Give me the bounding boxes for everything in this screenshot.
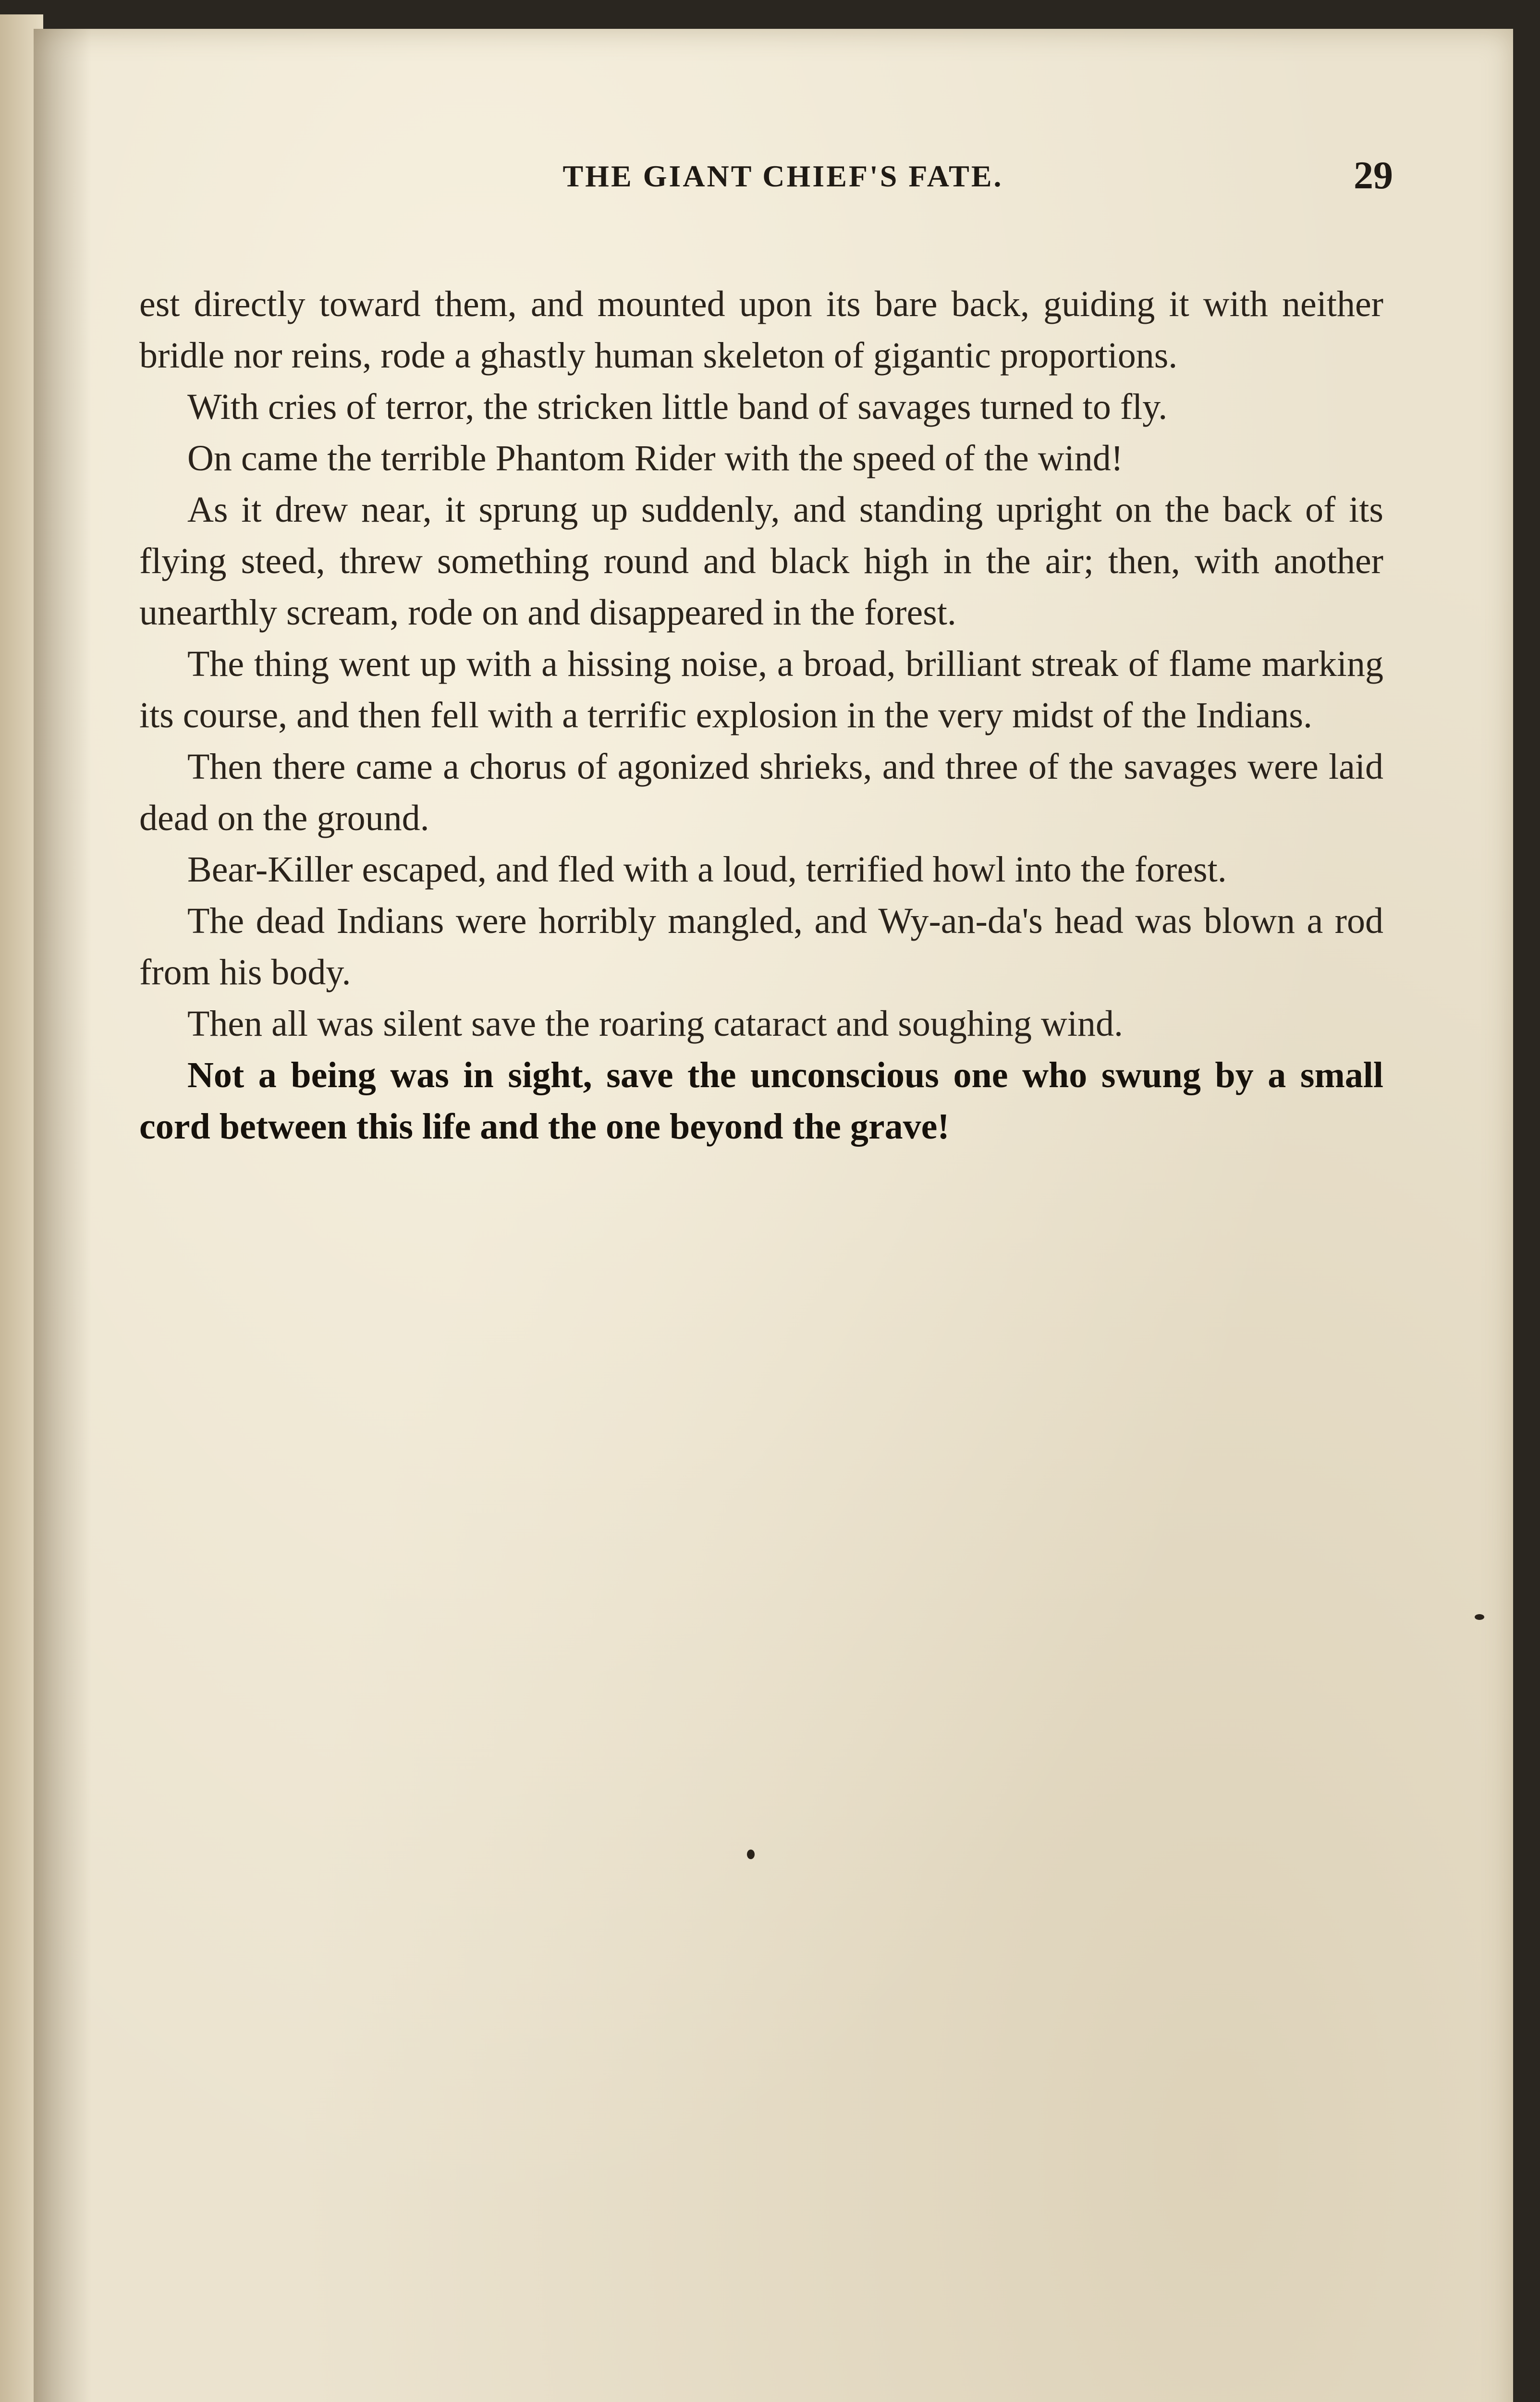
paragraph: est directly toward them, and mounted upon its bare back, guiding it with neither bridle nor reins, rode a ghastly human skeleton of gigantic proportions. — [139, 284, 1383, 376]
ink-speck — [1475, 1614, 1484, 1620]
paragraph: Not a being was in sight, save the unconscious one who swung by a small cord between this life and the one beyond the grave! — [139, 1055, 1383, 1147]
ink-speck — [747, 1850, 755, 1859]
paragraph: Then all was silent save the roaring cataract and soughing wind. — [187, 1004, 1123, 1044]
paragraph: Then there came a chorus of agonized shrieks, and three of the savages were laid dead on the ground. — [139, 747, 1383, 838]
gutter-shadow — [34, 29, 91, 2402]
paragraph: On came the terrible Phantom Rider with the speed of the wind! — [187, 438, 1124, 478]
paragraph: As it drew near, it sprung up suddenly, and standing upright on the back of its flying steed, threw something round and black high in the air; then, with another unearthly scream, rode on and disappeared in the forest. — [139, 490, 1383, 633]
running-head: THE GIANT CHIEF'S FATE. — [562, 159, 1003, 193]
paragraph: Bear-Killer escaped, and fled with a loud, terrified howl into the forest. — [187, 849, 1227, 890]
paragraph: The dead Indians were horribly mangled, and Wy-an-da's head was blown a rod from his body. — [139, 901, 1383, 993]
paragraph: With cries of terror, the stricken little band of savages turned to fly. — [187, 387, 1168, 427]
body-text — [139, 279, 1383, 1152]
page-number: 29 — [1354, 153, 1393, 197]
paragraph: The thing went up with a hissing noise, a broad, brilliant streak of flame marking its course, and then fell with a terrific explosion in the very midst of the Indians. — [139, 644, 1383, 735]
